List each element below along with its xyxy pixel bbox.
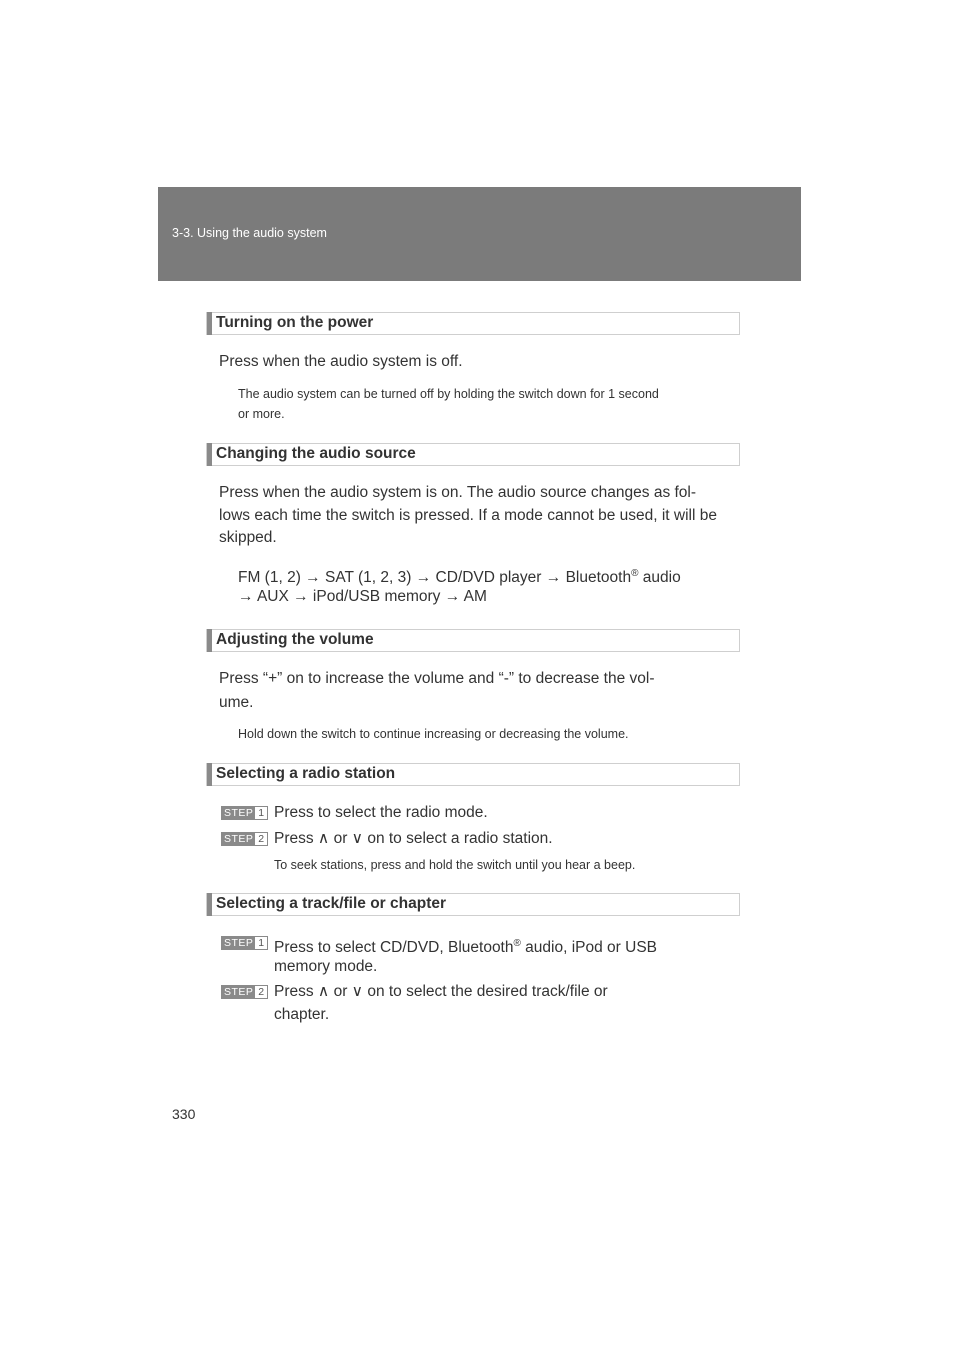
step-word: STEP xyxy=(224,807,254,819)
section-title: Turning on the power xyxy=(216,314,374,331)
step-word: STEP xyxy=(224,937,254,949)
heading-bar xyxy=(207,893,212,916)
track-step-2-line-1: Press ∧ or ∨ on to select the desired track/file or xyxy=(274,983,608,1000)
heading-bar xyxy=(207,763,212,786)
source-body-line-3: skipped. xyxy=(219,529,277,546)
heading-bar xyxy=(207,629,212,652)
source-sequence-line-2: → AUX → iPod/USB memory → AM xyxy=(238,588,487,605)
registered-mark: ® xyxy=(513,938,521,949)
sequence-text: FM (1, 2) → SAT (1, 2, 3) → CD/DVD player → Bluetooth xyxy=(238,569,632,587)
section-title: Adjusting the volume xyxy=(216,631,374,648)
track-step-2-line-2: chapter. xyxy=(274,1006,330,1023)
step-word: STEP xyxy=(224,986,254,998)
heading-bar xyxy=(207,443,212,466)
step-number: 2 xyxy=(255,833,267,845)
volume-body-line-2: ume. xyxy=(219,694,254,711)
step-number: 2 xyxy=(255,986,267,998)
radio-step-2: Press ∧ or ∨ on to select a radio station. xyxy=(274,830,553,847)
volume-body-line-1: Press “+” on to increase the volume and “-” to decrease the vol- xyxy=(219,670,655,687)
step-word: STEP xyxy=(224,833,254,845)
source-body-line-1: Press when the audio system is on. The audio source changes as fol- xyxy=(219,484,697,501)
step-2-badge xyxy=(221,985,268,999)
power-note-line-1: The audio system can be turned off by holding the switch down for 1 second xyxy=(238,387,659,401)
section-heading-source xyxy=(206,443,740,466)
radio-step-1: Press to select the radio mode. xyxy=(274,804,488,821)
registered-mark: ® xyxy=(631,568,639,579)
step-number: 1 xyxy=(255,937,267,949)
heading-bar xyxy=(207,312,212,335)
step-1-badge xyxy=(221,806,268,820)
section-heading-volume xyxy=(206,629,740,652)
step-text: Press to select CD/DVD, Bluetooth xyxy=(274,939,514,957)
step-2-badge xyxy=(221,832,268,846)
section-heading-track xyxy=(206,893,740,916)
source-body-line-2: lows each time the switch is pressed. If a mode cannot be used, it will be xyxy=(219,507,717,524)
volume-note: Hold down the switch to continue increasing or decreasing the volume. xyxy=(238,727,629,741)
sequence-text: audio xyxy=(638,569,681,587)
section-title: Selecting a track/file or chapter xyxy=(216,895,447,912)
step-number: 1 xyxy=(255,807,267,819)
section-title: Changing the audio source xyxy=(216,445,416,462)
section-heading-radio xyxy=(206,763,740,786)
step-text: audio, iPod or USB xyxy=(520,939,658,957)
track-step-1-line-2: memory mode. xyxy=(274,958,378,975)
step-1-badge xyxy=(221,936,268,950)
radio-note: To seek stations, press and hold the switch until you hear a beep. xyxy=(274,858,636,872)
section-heading-power xyxy=(206,312,740,335)
section-title: Selecting a radio station xyxy=(216,765,396,782)
power-note-line-2: or more. xyxy=(238,407,285,421)
power-body: Press when the audio system is off. xyxy=(219,353,463,370)
page-number: 330 xyxy=(172,1106,196,1122)
chapter-label: 3-3. Using the audio system xyxy=(172,226,327,240)
